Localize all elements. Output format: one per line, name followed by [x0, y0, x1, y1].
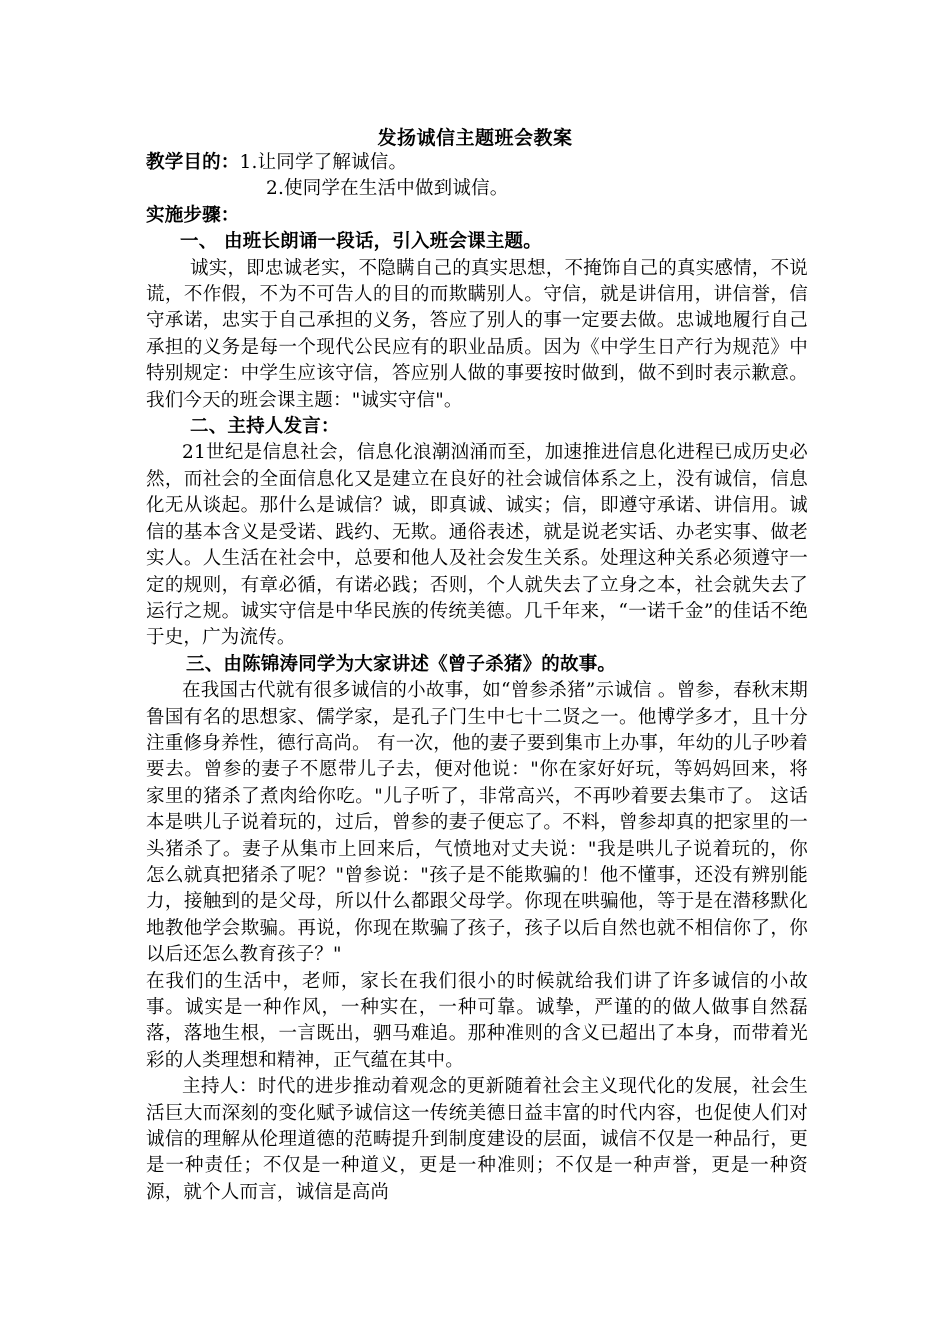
document-body: [146, 150, 808, 1206]
section-2-paragraph: 21世纪是信息社会，信息化浪潮汹涌而至，加速推进信息化进程已成历史必然，而社会的全面信息化又是建立在良好的社会诚信体系之上，没有诚信，信息化无从谈起。那什么是诚信？诚，即真诚、诚实；信，即遵守承诺、讲信用。诚信的基本含义是受诺、践约、无欺。通俗表述，就是说老实话、办老实事、做老实人。人生活在社会中，总要和他人及社会发生关系。处理这种关系必须遵守一定的规则，有章必循，有诺必践；否则，个人就失去了立身之本，社会就失去了运行之规。诚实守信是中华民族的传统美德。几千年来，“一诺千金”的佳话不绝于史，广为流传。: [146, 442, 808, 649]
objectives-label: 教学目的：: [146, 152, 240, 173]
section-1-paragraph: 诚实，即忠诚老实，不隐瞒自己的真实思想，不掩饰自己的真实感情，不说谎，不作假，不为不可告人的目的而欺瞒别人。守信，就是讲信用，讲信誉，信守承诺，忠实于自己承担的义务，答应了别人的事一定要去做。忠诚地履行自己承担的义务是每一个现代公民应有的职业品质。因为《中学生日产行为规范》中特别规定：中学生应该守信，答应别人做的事要按时做到，做不到时表示歉意。我们今天的班会课主题："诚实守信"。: [146, 257, 808, 411]
section-3-story-paragraph: 在我国古代就有很多诚信的小故事，如“曾参杀猪”示诚信 。曾参，春秋末期鲁国有名的思想家、儒学家，是孔子门生中七十二贤之一。他博学多才，且十分注重修身养性，德行高尚。 有一次，他的妻子要到集市上办事，年幼的儿子吵着要去。曾参的妻子不愿带儿子去，便对他说："你在家好好玩，等妈妈回来，将家里的猪杀了煮肉给你吃。"儿子听了，非常高兴，不再吵着要去集市了。 这话本是哄儿子说着玩的，过后，曾参的妻子便忘了。不料，曾参却真的把家里的一头猪杀了。妻子从集市上回来后，气愤地对丈夫说："我是哄儿子说着玩的，你怎么就真把猪杀了呢？"曾参说："孩子是不能欺骗的！他不懂事，还没有辨别能力，接触到的是父母，所以什么都跟父母学。你现在哄骗他，等于是在潜移默化地教他学会欺骗。再说，你现在欺骗了孩子，孩子以后自然也就不相信你了，你以后还怎么教育孩子？": [146, 680, 808, 966]
objectives-line: [146, 150, 808, 176]
steps-label: 实施步骤：: [146, 204, 240, 226]
document-title: 发扬诚信主题班会教案: [377, 127, 573, 149]
section-1-heading: 一、 由班长朗诵一段话，引入班会课主题。: [180, 231, 542, 253]
host-paragraph: 主持人：时代的进步推动着观念的更新随着社会主义现代化的发展，社会生活巨大而深刻的变化赋予诚信这一传统美德日益丰富的时代内容，也促使人们对诚信的理解从伦理道德的范畴提升到制度建设的层面，诚信不仅是一种品行，更是一种责任；不仅是一种道义，更是一种准则；不仅是一种声誉，更是一种资源，就个人而言，诚信是高尚: [146, 1076, 808, 1203]
objective-2: 2.使同学在生活中做到诚信。: [266, 178, 509, 200]
section-3-heading: 三、由陈锦涛同学为大家讲述《曾子杀猪》的故事。: [186, 653, 617, 675]
objective-1: 1.让同学了解诚信。: [239, 152, 408, 173]
section-3-reflection-paragraph: 在我们的生活中，老师，家长在我们很小的时候就给我们讲了许多诚信的小故事。诚实是一种作风，一种实在，一种可靠。诚挚，严谨的的做人做事自然磊落，落地生根，一言既出，驷马难追。那种准则的含义已超出了本身，而带着光彩的人类理想和精神，正气蕴在其中。: [146, 970, 808, 1071]
section-2-heading: 二、主持人发言：: [190, 416, 340, 438]
